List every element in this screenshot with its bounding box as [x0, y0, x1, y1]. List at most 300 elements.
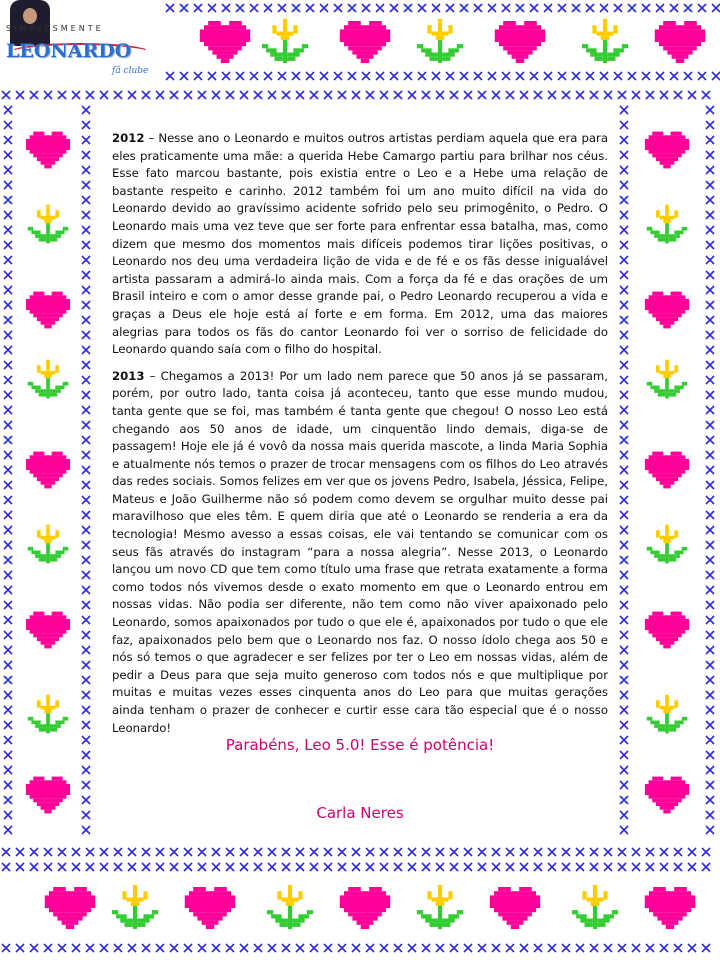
- cross-stitch-mark: [548, 848, 556, 856]
- cross-stitch-mark: [620, 676, 628, 684]
- cross-stitch-mark: [506, 91, 514, 99]
- cross-stitch-mark: [4, 796, 12, 804]
- cross-stitch-mark: [362, 72, 370, 80]
- cross-stitch-mark: [712, 4, 720, 12]
- cross-stitch-mark: [620, 751, 628, 759]
- cross-stitch-mark: [30, 91, 38, 99]
- cross-stitch-mark: [334, 72, 342, 80]
- fan-club-logo: [0, 0, 160, 80]
- cross-stitch-mark: [706, 646, 714, 654]
- cross-stitch-mark: [620, 316, 628, 324]
- cross-stitch-mark: [240, 863, 248, 871]
- heart-motif: [26, 132, 70, 169]
- cross-stitch-mark: [156, 944, 164, 952]
- heart-motif: [200, 21, 250, 63]
- cross-stitch-mark: [142, 848, 150, 856]
- cross-stitch-mark: [706, 766, 714, 774]
- cross-stitch-mark: [324, 944, 332, 952]
- cross-stitch-mark: [292, 4, 300, 12]
- cross-stitch-mark: [706, 796, 714, 804]
- cross-stitch-mark: [4, 346, 12, 354]
- cross-stitch-mark: [646, 944, 654, 952]
- cross-stitch-mark: [706, 241, 714, 249]
- cross-stitch-mark: [706, 226, 714, 234]
- cross-stitch-mark: [390, 4, 398, 12]
- cross-stitch-mark: [4, 541, 12, 549]
- cross-stitch-mark: [226, 848, 234, 856]
- cross-stitch-mark: [310, 863, 318, 871]
- cross-stitch-mark: [706, 301, 714, 309]
- cross-stitch-mark: [646, 848, 654, 856]
- cross-stitch-mark: [516, 4, 524, 12]
- cross-stitch-mark: [16, 863, 24, 871]
- cross-stitch-mark: [82, 121, 90, 129]
- cross-stitch-mark: [478, 944, 486, 952]
- cross-stitch-mark: [562, 863, 570, 871]
- cross-stitch-mark: [620, 331, 628, 339]
- cross-stitch-mark: [278, 4, 286, 12]
- cross-stitch-mark: [4, 391, 12, 399]
- cross-stitch-mark: [620, 181, 628, 189]
- cross-stitch-mark: [324, 848, 332, 856]
- cross-stitch-mark: [4, 706, 12, 714]
- cross-stitch-mark: [628, 72, 636, 80]
- cross-stitch-mark: [706, 136, 714, 144]
- heart-motif: [26, 777, 70, 814]
- cross-stitch-mark: [4, 376, 12, 384]
- cross-stitch-mark: [422, 848, 430, 856]
- cross-stitch-mark: [646, 91, 654, 99]
- cross-stitch-mark: [58, 863, 66, 871]
- cross-stitch-mark: [4, 196, 12, 204]
- heart-motif: [645, 452, 689, 489]
- cross-stitch-mark: [516, 72, 524, 80]
- cross-stitch-mark: [82, 436, 90, 444]
- cross-stitch-mark: [4, 316, 12, 324]
- cross-stitch-mark: [82, 601, 90, 609]
- cross-stitch-mark: [128, 91, 136, 99]
- cross-stitch-mark: [2, 848, 10, 856]
- cross-stitch-mark: [82, 316, 90, 324]
- cross-stitch-mark: [222, 4, 230, 12]
- cross-stitch-mark: [82, 256, 90, 264]
- cross-stitch-mark: [698, 4, 706, 12]
- cross-stitch-mark: [618, 91, 626, 99]
- cross-stitch-mark: [254, 863, 262, 871]
- heart-motif: [645, 132, 689, 169]
- cross-stitch-mark: [380, 848, 388, 856]
- cross-stitch-mark: [156, 863, 164, 871]
- cross-stitch-mark: [706, 556, 714, 564]
- cross-stitch-mark: [604, 91, 612, 99]
- cross-stitch-mark: [390, 72, 398, 80]
- cross-stitch-mark: [620, 211, 628, 219]
- flower-motif: [262, 19, 308, 63]
- cross-stitch-mark: [590, 91, 598, 99]
- cross-stitch-mark: [268, 91, 276, 99]
- cross-stitch-mark: [464, 848, 472, 856]
- closing-line: Parabéns, Leo 5.0! Esse é potência!: [225, 736, 495, 754]
- cross-stitch-mark: [628, 4, 636, 12]
- cross-stitch-mark: [706, 451, 714, 459]
- cross-stitch-mark: [422, 944, 430, 952]
- cross-stitch-mark: [2, 91, 10, 99]
- cross-stitch-mark: [706, 211, 714, 219]
- cross-stitch-mark: [4, 136, 12, 144]
- cross-stitch-mark: [688, 863, 696, 871]
- year-2013: 2013: [112, 368, 145, 383]
- cross-stitch-mark: [58, 848, 66, 856]
- cross-stitch-mark: [464, 944, 472, 952]
- cross-stitch-mark: [544, 72, 552, 80]
- flower-motif: [28, 205, 68, 244]
- cross-stitch-mark: [646, 863, 654, 871]
- cross-stitch-mark: [446, 72, 454, 80]
- cross-stitch-mark: [198, 848, 206, 856]
- heart-motif: [185, 887, 235, 929]
- cross-stitch-mark: [82, 106, 90, 114]
- cross-stitch-mark: [194, 4, 202, 12]
- cross-stitch-mark: [620, 541, 628, 549]
- cross-stitch-mark: [82, 481, 90, 489]
- cross-stitch-mark: [170, 944, 178, 952]
- cross-stitch-mark: [82, 196, 90, 204]
- cross-stitch-mark: [82, 466, 90, 474]
- cross-stitch-mark: [184, 848, 192, 856]
- cross-stitch-mark: [82, 451, 90, 459]
- cross-stitch-mark: [82, 181, 90, 189]
- cross-stitch-mark: [4, 571, 12, 579]
- cross-stitch-mark: [534, 91, 542, 99]
- cross-stitch-mark: [660, 944, 668, 952]
- cross-stitch-mark: [4, 601, 12, 609]
- cross-stitch-mark: [590, 944, 598, 952]
- cross-stitch-mark: [4, 106, 12, 114]
- cross-stitch-mark: [684, 72, 692, 80]
- cross-stitch-mark: [4, 331, 12, 339]
- cross-stitch-mark: [44, 863, 52, 871]
- cross-stitch-mark: [352, 944, 360, 952]
- flower-motif: [647, 360, 687, 399]
- cross-stitch-mark: [4, 586, 12, 594]
- cross-stitch-mark: [310, 944, 318, 952]
- cross-stitch-mark: [688, 848, 696, 856]
- cross-stitch-mark: [684, 4, 692, 12]
- cross-stitch-mark: [706, 511, 714, 519]
- cross-stitch-mark: [620, 736, 628, 744]
- cross-stitch-mark: [16, 848, 24, 856]
- cross-stitch-mark: [706, 541, 714, 549]
- cross-stitch-mark: [576, 944, 584, 952]
- cross-stitch-mark: [432, 4, 440, 12]
- cross-stitch-mark: [674, 848, 682, 856]
- cross-stitch-mark: [460, 4, 468, 12]
- heart-motif: [495, 21, 545, 63]
- cross-stitch-mark: [436, 848, 444, 856]
- cross-stitch-mark: [82, 766, 90, 774]
- cross-stitch-mark: [82, 616, 90, 624]
- cross-stitch-mark: [620, 301, 628, 309]
- cross-stitch-mark: [2, 863, 10, 871]
- heart-motif: [645, 777, 689, 814]
- cross-stitch-mark: [502, 72, 510, 80]
- cross-stitch-mark: [198, 91, 206, 99]
- cross-stitch-mark: [352, 91, 360, 99]
- cross-stitch-mark: [82, 241, 90, 249]
- cross-stitch-mark: [324, 91, 332, 99]
- cross-stitch-mark: [706, 781, 714, 789]
- cross-stitch-mark: [82, 226, 90, 234]
- cross-stitch-mark: [660, 863, 668, 871]
- cross-stitch-mark: [82, 586, 90, 594]
- cross-stitch-mark: [492, 91, 500, 99]
- cross-stitch-mark: [264, 72, 272, 80]
- cross-stitch-mark: [670, 72, 678, 80]
- cross-stitch-mark: [282, 944, 290, 952]
- cross-stitch-mark: [394, 944, 402, 952]
- cross-stitch-mark: [86, 863, 94, 871]
- cross-stitch-mark: [82, 526, 90, 534]
- cross-stitch-mark: [82, 211, 90, 219]
- cross-stitch-mark: [4, 661, 12, 669]
- cross-stitch-mark: [586, 4, 594, 12]
- cross-stitch-mark: [250, 72, 258, 80]
- cross-stitch-mark: [614, 72, 622, 80]
- logo-brand: LEONARDO: [6, 40, 132, 62]
- cross-stitch-mark: [688, 91, 696, 99]
- cross-stitch-mark: [82, 376, 90, 384]
- cross-stitch-mark: [212, 91, 220, 99]
- cross-stitch-mark: [620, 121, 628, 129]
- cross-stitch-mark: [418, 72, 426, 80]
- cross-stitch-mark: [282, 91, 290, 99]
- cross-stitch-mark: [4, 181, 12, 189]
- cross-stitch-mark: [620, 481, 628, 489]
- cross-stitch-mark: [82, 661, 90, 669]
- cross-stitch-mark: [366, 848, 374, 856]
- cross-stitch-mark: [320, 4, 328, 12]
- cross-stitch-mark: [576, 863, 584, 871]
- cross-stitch-mark: [506, 848, 514, 856]
- flower-motif: [647, 525, 687, 564]
- heart-motif: [655, 21, 705, 63]
- cross-stitch-mark: [282, 863, 290, 871]
- cross-stitch-mark: [620, 646, 628, 654]
- cross-stitch-mark: [620, 466, 628, 474]
- cross-stitch-mark: [4, 166, 12, 174]
- cross-stitch-mark: [334, 4, 342, 12]
- cross-stitch-mark: [706, 616, 714, 624]
- cross-stitch-mark: [706, 601, 714, 609]
- cross-stitch-mark: [632, 848, 640, 856]
- cross-stitch-mark: [436, 91, 444, 99]
- cross-stitch-mark: [474, 4, 482, 12]
- cross-stitch-mark: [170, 848, 178, 856]
- cross-stitch-mark: [278, 72, 286, 80]
- cross-stitch-mark: [534, 848, 542, 856]
- cross-stitch-mark: [604, 863, 612, 871]
- cross-stitch-mark: [620, 346, 628, 354]
- cross-stitch-mark: [114, 848, 122, 856]
- cross-stitch-mark: [82, 271, 90, 279]
- cross-stitch-mark: [128, 848, 136, 856]
- cross-stitch-mark: [338, 863, 346, 871]
- cross-stitch-mark: [282, 848, 290, 856]
- cross-stitch-mark: [44, 944, 52, 952]
- cross-stitch-mark: [82, 406, 90, 414]
- cross-stitch-mark: [72, 944, 80, 952]
- cross-stitch-mark: [620, 136, 628, 144]
- cross-stitch-mark: [4, 826, 12, 834]
- cross-stitch-mark: [82, 751, 90, 759]
- cross-stitch-mark: [464, 91, 472, 99]
- cross-stitch-mark: [620, 661, 628, 669]
- cross-stitch-mark: [82, 796, 90, 804]
- cross-stitch-mark: [702, 944, 710, 952]
- cross-stitch-mark: [620, 376, 628, 384]
- cross-stitch-mark: [604, 944, 612, 952]
- cross-stitch-mark: [254, 944, 262, 952]
- cross-stitch-mark: [706, 346, 714, 354]
- cross-stitch-mark: [114, 944, 122, 952]
- cross-stitch-mark: [620, 421, 628, 429]
- cross-stitch-mark: [30, 848, 38, 856]
- cross-stitch-mark: [590, 848, 598, 856]
- cross-stitch-mark: [4, 751, 12, 759]
- cross-stitch-mark: [58, 944, 66, 952]
- cross-stitch-mark: [620, 451, 628, 459]
- cross-stitch-mark: [534, 944, 542, 952]
- cross-stitch-mark: [82, 496, 90, 504]
- cross-stitch-mark: [558, 72, 566, 80]
- cross-stitch-mark: [706, 271, 714, 279]
- cross-stitch-mark: [100, 91, 108, 99]
- cross-stitch-mark: [702, 848, 710, 856]
- cross-stitch-mark: [236, 4, 244, 12]
- cross-stitch-mark: [706, 691, 714, 699]
- cross-stitch-mark: [128, 944, 136, 952]
- heart-motif: [645, 612, 689, 649]
- cross-stitch-mark: [166, 4, 174, 12]
- cross-stitch-mark: [478, 91, 486, 99]
- cross-stitch-mark: [82, 691, 90, 699]
- cross-stitch-mark: [4, 241, 12, 249]
- cross-stitch-mark: [492, 848, 500, 856]
- cross-stitch-mark: [408, 944, 416, 952]
- cross-stitch-mark: [620, 436, 628, 444]
- cross-stitch-mark: [254, 848, 262, 856]
- cross-stitch-mark: [572, 72, 580, 80]
- signature: Carla Neres: [316, 804, 404, 822]
- cross-stitch-mark: [310, 848, 318, 856]
- flower-motif: [647, 205, 687, 244]
- cross-stitch-mark: [394, 863, 402, 871]
- paragraph-2012: [112, 130, 608, 359]
- cross-stitch-mark: [620, 241, 628, 249]
- cross-stitch-mark: [4, 361, 12, 369]
- cross-stitch-mark: [706, 721, 714, 729]
- cross-stitch-mark: [226, 863, 234, 871]
- cross-stitch-mark: [706, 151, 714, 159]
- cross-stitch-mark: [620, 286, 628, 294]
- cross-stitch-mark: [180, 4, 188, 12]
- year-2012: 2012: [112, 131, 145, 145]
- cross-stitch-mark: [642, 72, 650, 80]
- cross-stitch-mark: [620, 256, 628, 264]
- cross-stitch-mark: [620, 166, 628, 174]
- cross-stitch-mark: [600, 72, 608, 80]
- cross-stitch-mark: [4, 766, 12, 774]
- cross-stitch-mark: [338, 91, 346, 99]
- cross-stitch-mark: [4, 691, 12, 699]
- cross-stitch-mark: [82, 721, 90, 729]
- cross-stitch-mark: [72, 91, 80, 99]
- cross-stitch-mark: [488, 72, 496, 80]
- cross-stitch-mark: [268, 848, 276, 856]
- cross-stitch-mark: [698, 72, 706, 80]
- cross-stitch-mark: [306, 4, 314, 12]
- cross-stitch-mark: [544, 4, 552, 12]
- cross-stitch-mark: [706, 361, 714, 369]
- cross-stitch-mark: [4, 256, 12, 264]
- cross-stitch-mark: [620, 571, 628, 579]
- cross-stitch-mark: [366, 944, 374, 952]
- cross-stitch-mark: [254, 91, 262, 99]
- cross-stitch-mark: [656, 72, 664, 80]
- cross-stitch-mark: [404, 72, 412, 80]
- cross-stitch-mark: [620, 796, 628, 804]
- cross-stitch-mark: [180, 72, 188, 80]
- cross-stitch-mark: [620, 721, 628, 729]
- cross-stitch-mark: [4, 436, 12, 444]
- cross-stitch-mark: [4, 121, 12, 129]
- cross-stitch-mark: [620, 226, 628, 234]
- cross-stitch-mark: [352, 863, 360, 871]
- cross-stitch-mark: [502, 4, 510, 12]
- cross-stitch-mark: [706, 481, 714, 489]
- cross-stitch-mark: [620, 811, 628, 819]
- cross-stitch-mark: [706, 736, 714, 744]
- cross-stitch-mark: [4, 286, 12, 294]
- letter-body: [112, 130, 608, 746]
- cross-stitch-mark: [394, 91, 402, 99]
- cross-stitch-mark: [674, 91, 682, 99]
- cross-stitch-mark: [620, 526, 628, 534]
- cross-stitch-mark: [642, 4, 650, 12]
- flower-motif: [28, 360, 68, 399]
- cross-stitch-mark: [620, 511, 628, 519]
- cross-stitch-mark: [620, 391, 628, 399]
- cross-stitch-mark: [4, 466, 12, 474]
- cross-stitch-mark: [4, 451, 12, 459]
- cross-stitch-mark: [706, 436, 714, 444]
- cross-stitch-mark: [432, 72, 440, 80]
- cross-stitch-mark: [492, 944, 500, 952]
- cross-stitch-mark: [520, 848, 528, 856]
- flower-motif: [582, 19, 628, 63]
- cross-stitch-mark: [380, 944, 388, 952]
- cross-stitch-mark: [4, 556, 12, 564]
- heart-motif: [340, 21, 390, 63]
- cross-stitch-mark: [620, 556, 628, 564]
- cross-stitch-mark: [422, 91, 430, 99]
- cross-stitch-mark: [4, 406, 12, 414]
- cross-stitch-mark: [548, 91, 556, 99]
- cross-stitch-mark: [4, 646, 12, 654]
- cross-stitch-mark: [4, 526, 12, 534]
- cross-stitch-mark: [198, 944, 206, 952]
- heart-motif: [45, 887, 95, 929]
